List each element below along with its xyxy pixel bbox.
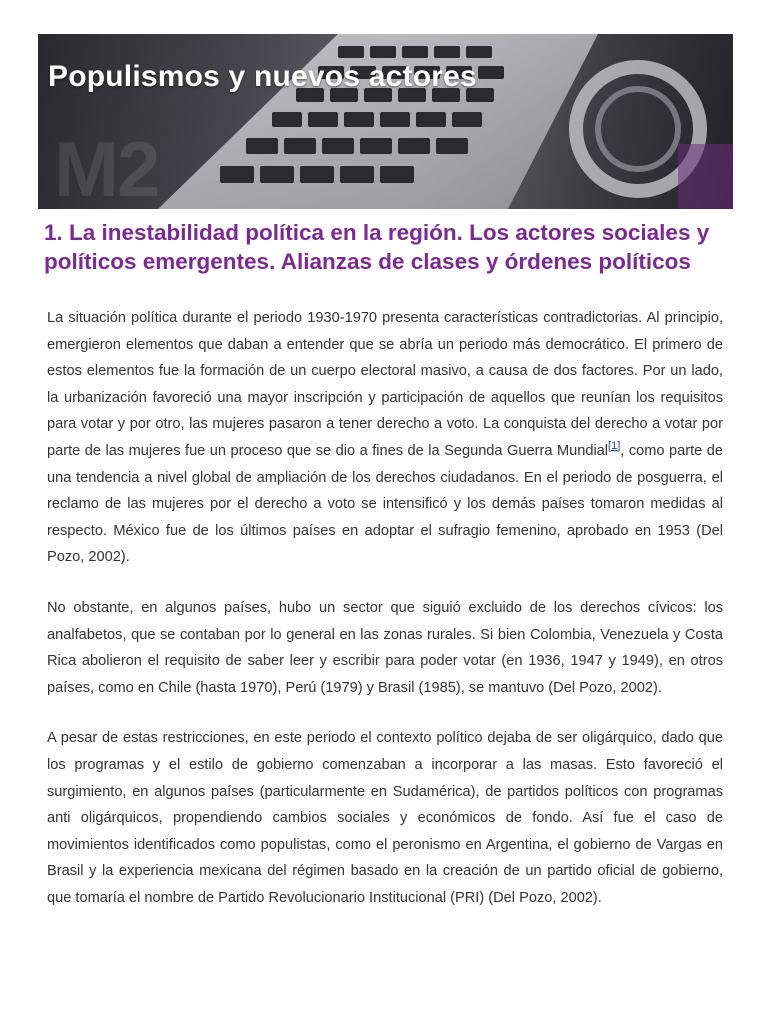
- paragraph-1: [47, 305, 723, 571]
- paragraph-2: No obstante, en algunos países, hubo un sector que siguió excluido de los derechos cívicos: los analfabetos, que se contaban por lo general en las zonas rurales. Si bien Colombia, Venezuela y Costa Rica abolieron el requisito de saber leer y escribir para poder votar (en 1936, 1947 y 1949), en otros países, como en Chile (hasta 1970), Perú (1979) y Brasil (1985), se mantuvo (Del Pozo, 2002).: [47, 599, 723, 696]
- paragraph-1-part-a: La situación política durante el periodo 1930-1970 presenta características contradictorias. Al principio, emergieron elementos que daban a entender que se abría un periodo más democrático. El primero de estos elementos fue la formación de un cuerpo electoral masivo, a causa de dos factores. Por un lado, la urbanización favoreció una mayor inscripción y participación de aquellos que reunían los requisitos para votar y por otro, las mujeres pasaron a tener derecho a voto. La conquista del derecho a votar por parte de las mujeres fue un proceso que se dio a fines de la Segunda Guerra Mundial: [47, 310, 723, 459]
- section-heading: 1. La inestabilidad política en la región. Los actores sociales y políticos emergentes. Alianzas de clases y órdenes políticos: [44, 220, 710, 274]
- footnote-link[interactable]: [1]: [608, 440, 621, 453]
- module-watermark: M2: [54, 125, 159, 209]
- paragraph-3: A pesar de estas restricciones, en este periodo el contexto político dejaba de ser oligárquico, dado que los programas y el estilo de gobierno comenzaban a incorporar a las masas. Esto favoreció el surgimiento, en algunos países (particularmente en Sudamérica), de partidos políticos con programas anti oligárquicos, propendiendo cambios sociales y económicos de fondo. Así fue el caso de movimientos identificados como populistas, como el peronismo en Argentina, el gobierno de Vargas en Brasil y la experiencia mexicana del régimen basado en la creación de un partido oficial de gobierno, que tomaría el nombre de Partido Revolucionario Institucional (PRI) (Del Pozo, 2002).: [47, 730, 723, 906]
- article-body: [47, 305, 723, 911]
- header-banner: [38, 34, 733, 209]
- page-title: Populismos y nuevos actores: [48, 60, 477, 93]
- paragraph-1-part-b: , como parte de una tendencia a nivel global de ampliación de los derechos ciudadanos. En el periodo de posguerra, el reclamo de las mujeres por el derecho a voto se intensificó y los demás países tomaron medidas al respecto. México fue de los últimos países en adoptar el sufragio femenino, aprobado en 1953 (Del Pozo, 2002).: [47, 442, 723, 566]
